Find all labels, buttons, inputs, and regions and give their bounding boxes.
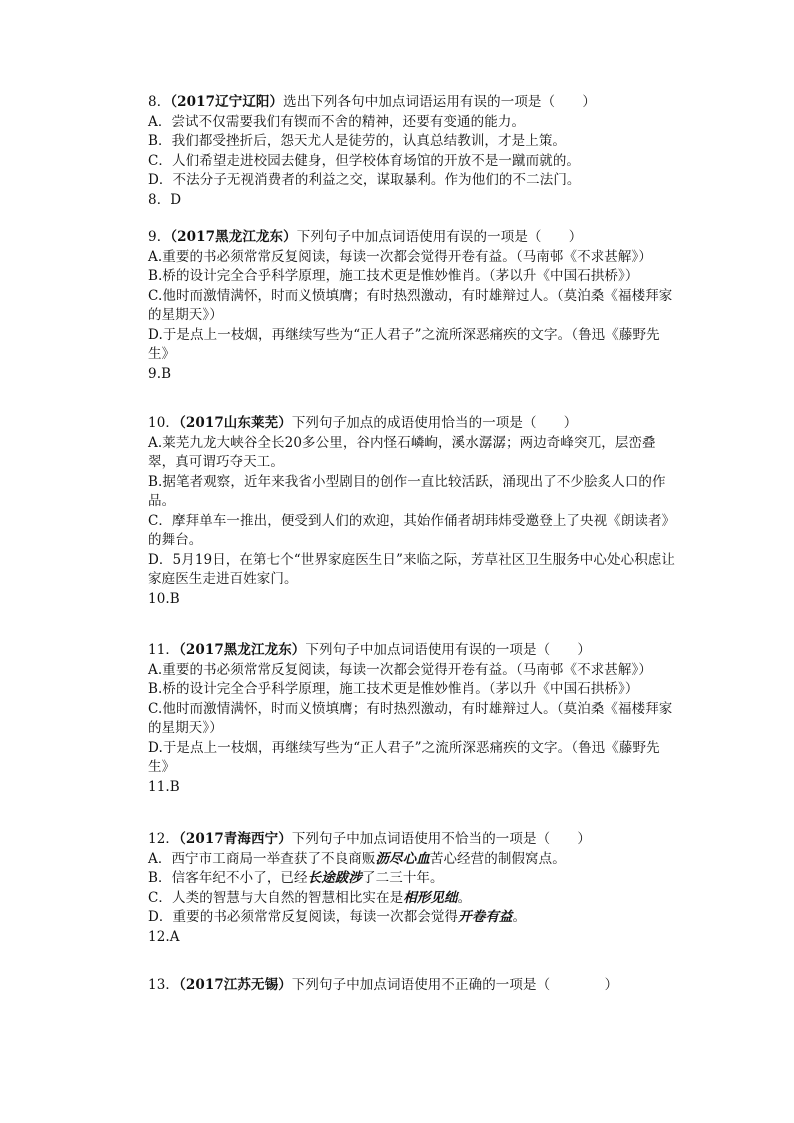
answer: 11.B — [148, 778, 180, 795]
question-number: 10． — [148, 415, 179, 431]
question-source: （2017黑龙江龙东） — [178, 642, 306, 658]
option-b: B.桥的设计完全合乎科学原理，施工技术更是惟妙惟肖。（茅以升《中国石拱桥》） — [148, 681, 639, 697]
question-prompt: 下列句子中加点词语使用有误的一项是（ ） — [296, 229, 583, 245]
option-a: A．尝试不仅需要我们有锲而不舍的精神，还要有变通的能力。 — [148, 113, 526, 130]
answer: 9.B — [148, 365, 172, 382]
option-a: A.莱芜九龙大峡谷全长20多公里，谷内怪石嶙峋，溪水潺潺；两边奇峰突兀，层峦叠翠，真可谓巧夺天工。 — [148, 434, 656, 470]
option-d — [120, 908, 680, 928]
option-text: 。 — [457, 889, 472, 906]
emphasized-phrase: 开卷有益 — [458, 909, 513, 925]
question-number: 12． — [148, 831, 179, 847]
option-c: C.他时而激情满怀，时而义愤填膺；有时热烈激动，有时雄辩过人。（莫泊桑《福楼拜家的星期天》） — [148, 287, 673, 323]
question-stem — [120, 414, 680, 434]
option-a: A.重要的书必须常常反复阅读，每读一次都会觉得开卷有益。（马南邨《不求甚解》） — [148, 661, 652, 678]
emphasized-phrase: 长途跋涉 — [307, 870, 363, 886]
option-d: D．不法分子无视消费者的利益之交，谋取暴利。作为他们的不二法门。 — [148, 172, 581, 188]
option-text: 。 — [512, 909, 527, 925]
option-b — [120, 869, 680, 889]
emphasized-phrase: 相形见绌 — [403, 889, 458, 906]
question-13 — [120, 976, 680, 996]
question-number: 11． — [148, 642, 179, 658]
question-source: （2017山东莱芜） — [178, 415, 292, 431]
question-source: （2017青海西宁） — [178, 831, 292, 847]
question-stem — [120, 976, 680, 996]
question-prompt: 下列句子加点的成语使用恰当的一项是（ ） — [291, 415, 578, 431]
question-prompt: 选出下列各句中加点词语运用有误的一项是（ ） — [283, 94, 596, 110]
option-c: C.他时而激情满怀，时而义愤填膺；有时热烈激动，有时雄辩过人。（莫泊桑《福楼拜家的星期天》） — [148, 700, 673, 736]
question-8 — [120, 93, 680, 210]
question-source: （2017辽宁辽阳） — [170, 94, 284, 110]
option-a: A.重要的书必须常常反复阅读，每读一次都会觉得开卷有益。（马南邨《不求甚解》） — [148, 248, 652, 265]
question-source: （2017江苏无锡） — [178, 977, 292, 993]
option-text: 了二三十年。 — [362, 870, 444, 886]
question-number: 13． — [148, 977, 179, 993]
question-stem — [120, 641, 680, 661]
question-prompt: 下列句子中加点词语使用不恰当的一项是（ ） — [291, 831, 592, 847]
option-text: C．人类的智慧与大自然的智慧相比实在是 — [148, 889, 404, 906]
question-number: 9． — [148, 229, 171, 245]
question-10 — [120, 414, 680, 609]
emphasized-phrase: 沥尽心血 — [375, 850, 430, 867]
question-stem — [120, 93, 680, 113]
option-b: B.桥的设计完全合乎科学原理，施工技术更是惟妙惟肖。（茅以升《中国石拱桥》） — [148, 268, 639, 284]
option-d: D．5月19日，在第七个“世界家庭医生日”来临之际，芳草社区卫生服务中心处心积虑让家庭医生走进百姓家门。 — [148, 551, 675, 587]
question-source: （2017黑龙江龙东） — [170, 229, 297, 245]
question-12 — [120, 830, 680, 947]
option-d: D.于是点上一枝烟，再继续写些为“正人君子”之流所深恶痛疾的文字。（鲁迅《藤野先生》 — [148, 739, 660, 775]
option-d: D.于是点上一枝烟，再继续写些为“正人君子”之流所深恶痛疾的文字。（鲁迅《藤野先生》 — [148, 326, 660, 362]
question-11 — [120, 641, 680, 797]
answer: 10.B — [148, 590, 180, 607]
option-c: C．人们希望走进校园去健身，但学校体育场馆的开放不是一蹴而就的。 — [148, 152, 581, 169]
option-b: B．我们都受挫折后，怨天尤人是徒劳的，认真总结教训，才是上策。 — [148, 133, 567, 149]
answer: 8．D — [148, 191, 182, 208]
question-stem — [120, 830, 680, 850]
question-9 — [120, 228, 680, 384]
option-text: A．西宁市工商局一举查获了不良商贩 — [148, 850, 376, 867]
question-prompt: 下列句子中加点词语使用不正确的一项是（ ） — [291, 977, 619, 993]
question-prompt: 下列句子中加点词语使用有误的一项是（ ） — [305, 642, 592, 658]
option-b: B.据笔者观察，近年来我省小型剧目的创作一直比较活跃，涌现出了不少脍炙人口的作品。 — [148, 473, 666, 509]
option-text: 苦心经营的制假窝点。 — [429, 850, 566, 867]
option-text: B．信客年纪不小了，已经 — [148, 870, 308, 886]
option-c — [120, 889, 680, 909]
option-c: C．摩拜单车一推出，便受到人们的欢迎，其始作俑者胡玮炜受邀登上了央视《朗读者》的舞台。 — [148, 512, 676, 548]
option-a — [120, 850, 680, 870]
answer: 12.A — [148, 928, 180, 945]
option-text: D．重要的书必须常常反复阅读，每读一次都会觉得 — [148, 909, 459, 925]
question-number: 8． — [148, 94, 171, 110]
question-stem — [120, 228, 680, 248]
